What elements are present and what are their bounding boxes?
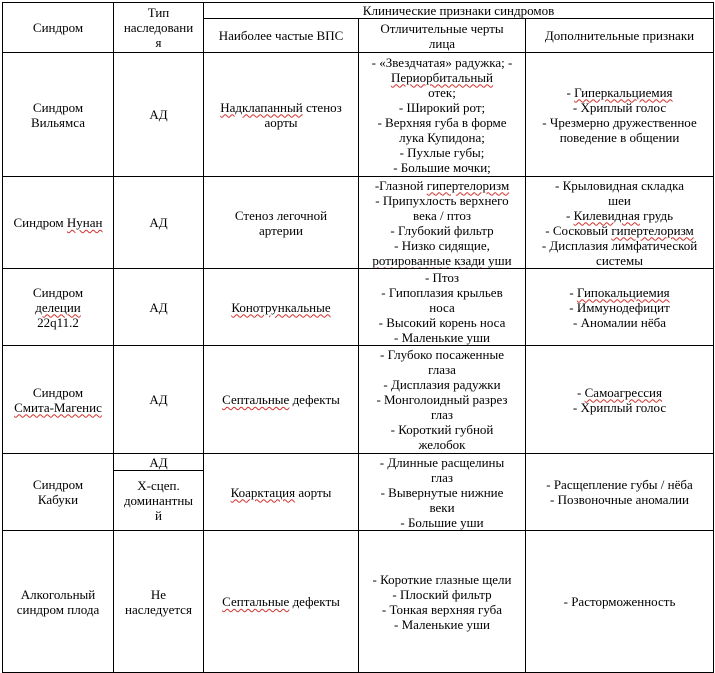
text-run: аорты xyxy=(295,484,332,500)
cell-line xyxy=(529,594,710,609)
syndrome-cell xyxy=(3,177,114,269)
chd-cell xyxy=(204,177,359,269)
cell-line xyxy=(362,100,522,115)
cell-line xyxy=(529,492,710,507)
cell-line xyxy=(362,500,522,515)
cell-line xyxy=(362,362,522,377)
inheritance-cell: АД xyxy=(114,53,204,177)
cell-line xyxy=(362,130,522,145)
cell-line xyxy=(362,407,522,422)
text-run: - Монголоидный разрез xyxy=(376,392,508,407)
cell-line xyxy=(529,238,710,253)
cell-line xyxy=(362,270,522,285)
text-run: - Расщепление губы / нёба xyxy=(546,477,693,492)
text-run: - Плоский фильтр xyxy=(392,586,492,602)
header-inheritance-line: наследовани xyxy=(123,20,194,35)
text-run: артерии xyxy=(259,222,303,238)
text-run: - Позвоночные аномалии xyxy=(550,492,689,507)
text-run: поведение в общении xyxy=(559,129,680,145)
cell-line xyxy=(529,253,710,268)
cell-line xyxy=(362,515,522,530)
text-run: - xyxy=(577,384,585,400)
table-row xyxy=(3,269,714,346)
syndrome-cell xyxy=(3,531,114,673)
text-run: - «Звездчатая» радужка; - xyxy=(371,54,513,70)
spellcheck-word: Коарктация xyxy=(230,484,296,500)
text-run: - Пухлые губы; xyxy=(399,144,485,160)
cell-line xyxy=(207,300,355,315)
text-run: отек; xyxy=(428,84,456,100)
spellcheck-word: Килевидная xyxy=(573,207,640,223)
text-run: Алкогольный xyxy=(20,586,96,602)
text-run: грудь xyxy=(639,207,674,223)
spellcheck-word: Септальные xyxy=(222,594,290,609)
text-run: - Короткие глазные щели xyxy=(372,571,512,587)
cell-line xyxy=(362,587,522,602)
cell-line xyxy=(207,100,355,115)
spellcheck-word: Гиперкальциемия xyxy=(574,84,673,100)
text-run: - Короткий губной xyxy=(390,422,494,437)
text-run: 22q11.2 xyxy=(37,314,79,330)
spellcheck-word: Периорбитальный xyxy=(391,69,493,85)
spellcheck-word: Надклапанный xyxy=(220,99,303,115)
cell-line xyxy=(362,160,522,175)
spellcheck-word: кзади xyxy=(454,252,485,268)
table-row xyxy=(3,53,714,177)
cell-line xyxy=(207,223,355,238)
text-run: стеноз xyxy=(302,99,342,115)
text-run: Синдром xyxy=(13,215,67,230)
header-face-line: Отличительные черты xyxy=(380,20,504,36)
header-chd: Наиболее частые ВПС xyxy=(204,19,359,53)
cell-line xyxy=(529,100,710,115)
text-run: глаза xyxy=(428,362,456,377)
chd-cell xyxy=(204,531,359,673)
cell-line xyxy=(6,602,110,617)
cell-line xyxy=(362,437,522,452)
spellcheck-word: Гипокальциемия xyxy=(576,284,670,300)
text-run: - Хриплый голос xyxy=(572,99,667,115)
header-face xyxy=(359,19,526,53)
cell-line xyxy=(207,115,355,130)
cell-line xyxy=(6,300,110,315)
chd-cell xyxy=(204,269,359,346)
chd-cell xyxy=(204,346,359,454)
header-inheritance-line: Тип xyxy=(147,5,170,20)
cell-line xyxy=(529,400,710,415)
table-row xyxy=(3,454,714,471)
text-run: шеи xyxy=(608,192,631,208)
syndrome-cell xyxy=(3,346,114,454)
table-row xyxy=(3,177,714,269)
spellcheck-word: Смита-Магенис xyxy=(14,399,102,415)
cell-line xyxy=(529,300,710,315)
text-run: - Аномалии нёба xyxy=(573,314,666,330)
syndrome-cell xyxy=(3,269,114,346)
text-run: - Глубокий фильтр xyxy=(390,222,494,238)
text-run: - Большие мочки; xyxy=(393,159,491,175)
spellcheck-word: Самоагрессия xyxy=(584,384,662,400)
cell-line xyxy=(529,208,710,223)
cell-line xyxy=(207,594,355,609)
spellcheck-word: Конотрункальные xyxy=(231,299,331,315)
cell-line xyxy=(529,115,710,130)
syndrome-cell xyxy=(3,53,114,177)
table-row xyxy=(3,531,714,673)
cell-line xyxy=(362,223,522,238)
text-run: - xyxy=(565,207,574,223)
text-run: - Большие уши xyxy=(400,514,484,530)
text-run: - Высокий корень носа xyxy=(378,314,506,330)
inheritance-cell xyxy=(114,471,204,531)
syndrome-cell xyxy=(3,454,114,531)
text-run: - Иммунодефицит xyxy=(569,299,670,315)
cell-line xyxy=(362,377,522,392)
text-run: - Птоз xyxy=(424,269,460,285)
text-run: - Низко сидящие, xyxy=(394,237,490,253)
cell-line xyxy=(362,572,522,587)
inheritance-line: й xyxy=(155,508,162,523)
cell-line xyxy=(6,477,110,492)
cell-line xyxy=(362,145,522,160)
cell-line xyxy=(529,385,710,400)
header-extra: Дополнительные признаки xyxy=(526,19,714,53)
face-cell xyxy=(359,269,526,346)
cell-line xyxy=(362,422,522,437)
cell-line xyxy=(362,300,522,315)
face-cell xyxy=(359,454,526,531)
extra-cell xyxy=(526,269,714,346)
header-syndrome: Синдром xyxy=(3,3,114,53)
inheritance-cell: АД xyxy=(114,269,204,346)
chd-cell xyxy=(204,454,359,531)
cell-line xyxy=(362,115,522,130)
table-row xyxy=(3,346,714,454)
text-run: - xyxy=(566,84,575,100)
cell-line xyxy=(362,455,522,470)
text-run: веки xyxy=(429,499,455,515)
text-run: - Расторможенность xyxy=(563,594,676,609)
text-run: носа xyxy=(429,299,455,315)
syndromes-table xyxy=(2,2,714,673)
text-run: дефекты xyxy=(289,392,340,407)
cell-line xyxy=(362,285,522,300)
cell-line xyxy=(362,55,522,70)
text-run: - Чрезмерно дружественное xyxy=(542,114,697,130)
text-run: - Дисплазия радужки xyxy=(383,377,501,392)
header-inheritance xyxy=(114,3,204,53)
cell-line xyxy=(207,392,355,407)
cell-line xyxy=(529,477,710,492)
cell-line xyxy=(6,492,110,507)
header-clinical: Клинические признаки синдромов xyxy=(204,3,714,19)
cell-line xyxy=(6,285,110,300)
cell-line xyxy=(362,253,522,268)
text-run: - Маленькие уши xyxy=(394,329,490,345)
text-run: века / птоз xyxy=(413,207,471,223)
extra-cell xyxy=(526,531,714,673)
text-run: -Глазной xyxy=(374,177,427,193)
text-run: - Широкий рот; xyxy=(398,99,486,115)
cell-line xyxy=(362,178,522,193)
cell-line xyxy=(362,208,522,223)
text-run: - Вывернутые нижние xyxy=(380,484,504,500)
inheritance-line: Не xyxy=(150,586,167,602)
spellcheck-word: гипертелоризм xyxy=(426,177,510,193)
spellcheck-word: Септальные xyxy=(222,392,290,407)
text-run: - Тонкая верхняя губа xyxy=(381,601,503,617)
text-run: - Крыловидная складка xyxy=(555,177,684,193)
text-run: аорты xyxy=(264,114,298,130)
face-cell xyxy=(359,53,526,177)
cell-line xyxy=(362,330,522,345)
cell-line xyxy=(6,315,110,330)
cell-line xyxy=(362,485,522,500)
text-run: синдром плода xyxy=(16,601,100,617)
inheritance-cell: АД xyxy=(114,454,204,471)
text-run: лука Купидона; xyxy=(399,129,485,145)
extra-cell xyxy=(526,346,714,454)
text-run: - Маленькие уши xyxy=(394,616,490,632)
inheritance-cell: АД xyxy=(114,177,204,269)
cell-line xyxy=(529,178,710,193)
spellcheck-word: гипертелоризм xyxy=(611,222,694,238)
cell-line xyxy=(207,208,355,223)
text-run: - Глубоко посаженные xyxy=(380,347,504,362)
inheritance-line: Х-сцеп. xyxy=(137,478,180,493)
text-run: - Хриплый голос xyxy=(572,399,667,415)
text-run: - Верхняя губа в форме xyxy=(377,114,507,130)
cell-line xyxy=(529,315,710,330)
text-run: Кабуки xyxy=(37,492,79,507)
inheritance-line: наследуется xyxy=(125,601,192,617)
text-run: - Припухлость верхнего xyxy=(375,192,509,208)
spellcheck-word: делеции xyxy=(35,299,81,315)
cell-line xyxy=(529,130,710,145)
cell-line xyxy=(529,193,710,208)
cell-line xyxy=(6,385,110,400)
text-run: Синдром xyxy=(32,384,84,400)
text-run: Стеноз легочной xyxy=(234,207,328,223)
text-run: - xyxy=(569,284,577,300)
inheritance-line: доминантны xyxy=(123,493,194,508)
spellcheck-word: ротированные xyxy=(372,252,452,268)
extra-cell xyxy=(526,454,714,531)
cell-line xyxy=(362,70,522,85)
cell-line xyxy=(362,347,522,362)
chd-cell xyxy=(204,53,359,177)
text-run: уши xyxy=(484,252,512,268)
syndrome-line: Синдром xyxy=(32,99,84,115)
inheritance-cell xyxy=(114,531,204,673)
text-run: - Длинные расщелины xyxy=(379,454,505,470)
cell-line xyxy=(6,215,110,230)
cell-line xyxy=(6,400,110,415)
face-cell xyxy=(359,177,526,269)
cell-line xyxy=(207,485,355,500)
text-run: желобок xyxy=(418,437,466,452)
text-run: системы xyxy=(596,252,643,268)
extra-cell xyxy=(526,53,714,177)
cell-line xyxy=(362,315,522,330)
text-run: Синдром xyxy=(32,284,84,300)
text-run: глаз xyxy=(430,407,454,422)
cell-line xyxy=(529,285,710,300)
text-run: - Сосковый xyxy=(545,222,612,238)
cell-line xyxy=(362,238,522,253)
cell-line xyxy=(529,223,710,238)
syndrome-line: Вильямса xyxy=(31,114,85,130)
inheritance-cell: АД xyxy=(114,346,204,454)
cell-line xyxy=(529,85,710,100)
cell-line xyxy=(362,617,522,632)
extra-cell xyxy=(526,177,714,269)
cell-line xyxy=(362,602,522,617)
spellcheck-word: Нунан xyxy=(66,215,103,230)
header-inheritance-line: я xyxy=(155,35,162,50)
cell-line xyxy=(362,392,522,407)
text-run: - Дисплазия лимфатической xyxy=(541,237,698,253)
cell-line xyxy=(362,470,522,485)
cell-line xyxy=(362,85,522,100)
face-cell xyxy=(359,531,526,673)
text-run: глаз xyxy=(430,469,454,485)
face-cell xyxy=(359,346,526,454)
text-run: - Гипоплазия крыльев xyxy=(381,284,503,300)
cell-line xyxy=(362,193,522,208)
text-run: дефекты xyxy=(289,594,340,609)
text-run: Синдром xyxy=(32,477,84,492)
cell-line xyxy=(6,587,110,602)
header-face-line: лица xyxy=(428,35,456,51)
